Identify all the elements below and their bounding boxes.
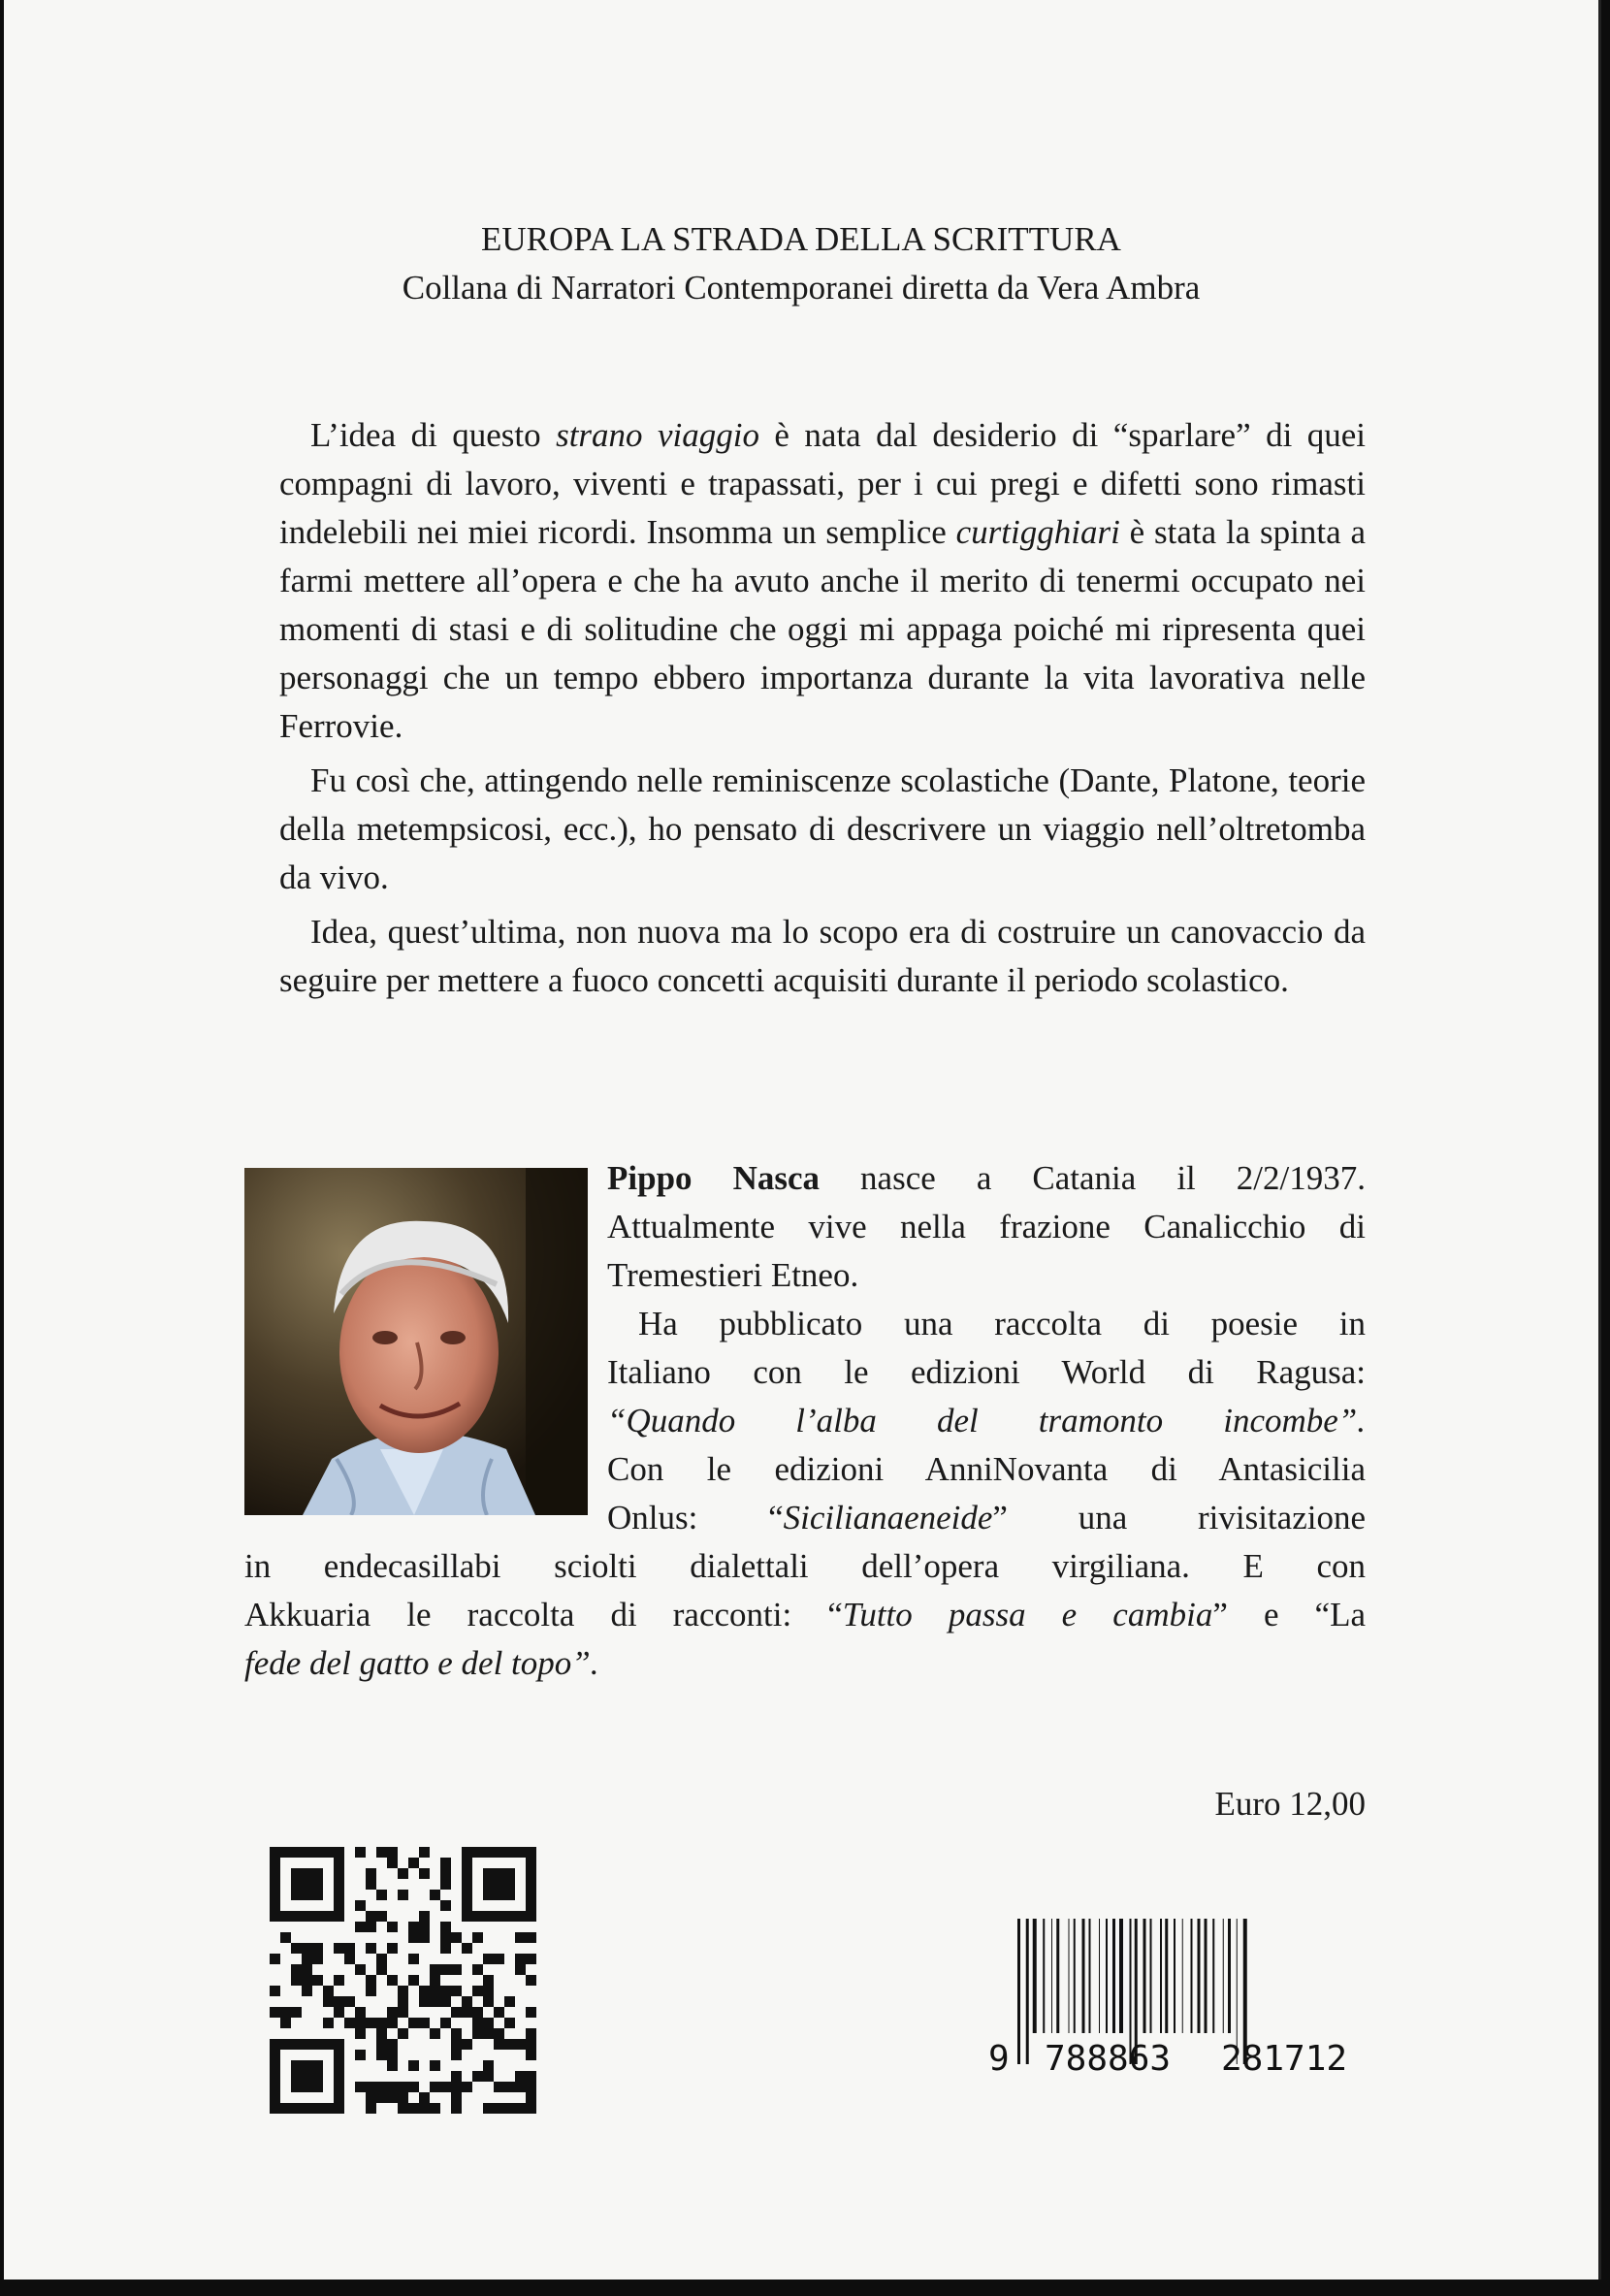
barcode-bar <box>1165 1919 1168 2033</box>
barcode-bar <box>1150 1919 1152 2033</box>
series-header <box>4 215 1598 312</box>
bio-line <box>607 1154 1366 1203</box>
barcode-bar <box>1160 1919 1162 2033</box>
barcode-bar <box>1089 1919 1091 2033</box>
barcode-bar <box>1026 1919 1029 2064</box>
blurb-text <box>279 411 1366 1011</box>
bio-line: Tremestieri Etneo. <box>607 1256 859 1294</box>
blurb-text-run: è stata la spinta a farmi mettere all’opera e che ha avuto anche il merito di tenermi occupato nei momenti di stasi e di solitudine che oggi mi appaga poiché mi ripresenta quei personaggi che un tempo ebbero importanza durante la vita lavorativa nelle Ferrovie. <box>279 513 1366 745</box>
barcode-bar <box>1033 1919 1037 2033</box>
barcode-digit-prefix: 9 <box>988 2039 1010 2074</box>
barcode-bar <box>1082 1919 1085 2033</box>
bio-italic-run: fede del gatto e del topo”. <box>244 1644 599 1682</box>
author-bio <box>244 1154 1366 1688</box>
barcode-bar <box>1074 1919 1076 2033</box>
bio-line: in endecasillabi sciolti dialettali dell’opera virgiliana. E con <box>244 1547 1366 1585</box>
series-title: EUROPA LA STRADA DELLA SCRITTURA <box>481 220 1121 258</box>
bio-line: Attualmente vive nella frazione Canalicchio di <box>607 1208 1366 1245</box>
bio-line <box>607 1494 1366 1542</box>
barcode-bar <box>1143 1919 1146 2033</box>
barcode-bar <box>1212 1919 1214 2033</box>
book-back-cover <box>4 0 1601 2280</box>
bio-italic-run: Sicilianaeneide <box>783 1499 993 1536</box>
isbn-barcode <box>988 1919 1374 2074</box>
bio-italic-run: Tutto passa e cambia <box>842 1596 1213 1633</box>
blurb-text-run: è nata dal desiderio di “sparlare” di quei compagni di lavoro, viventi e trapassati, per i cui pregi e difetti sono rimasti indelebili nei miei ricordi. Insomma un semplice <box>279 416 1367 551</box>
blurb-paragraph: Fu così che, attingendo nelle reminiscenze scolastiche (Dante, Platone, teorie della metempsicosi, ecc.), ho pensato di descrivere un viaggio nell’oltretomba da vivo. <box>279 761 1366 896</box>
barcode-bar <box>1112 1919 1115 2033</box>
blurb-text-run: L’idea di questo <box>310 416 557 454</box>
bio-text-run: nasce a Catania il 2/2/1937. <box>820 1159 1367 1197</box>
bio-line: Con le edizioni AnniNovanta di Antasicilia <box>607 1450 1366 1488</box>
barcode-bar <box>1099 1919 1100 2033</box>
barcode-bar <box>1182 1919 1183 2033</box>
bio-line: Ha pubblicato una raccolta di poesie in <box>638 1305 1366 1342</box>
barcode-bar <box>1069 1919 1070 2033</box>
bio-line: Italiano con le edizioni World di Ragusa: <box>607 1353 1366 1391</box>
blurb-paragraph <box>279 411 1366 751</box>
series-subtitle: Collana di Narratori Contemporanei diretta da Vera Ambra <box>402 269 1201 307</box>
barcode-bar <box>1223 1919 1224 2033</box>
bio-line <box>607 1397 1366 1445</box>
blurb-italic-run: curtigghiari <box>955 513 1120 551</box>
barcode-bar <box>1056 1919 1059 2033</box>
author-name: Pippo Nasca <box>607 1159 821 1197</box>
qr-code <box>266 1843 539 2121</box>
bio-text-run: Akkuaria le raccolta di racconti: “ <box>244 1596 843 1633</box>
bio-text-run: Onlus: “ <box>607 1499 784 1536</box>
bio-line <box>244 1639 1366 1688</box>
price-label: Euro 12,00 <box>1214 1785 1366 1823</box>
barcode-bar <box>1174 1919 1175 2033</box>
barcode-bar <box>1198 1919 1201 2033</box>
blurb-italic-run: strano viaggio <box>556 416 759 454</box>
bio-text-run: ” e “La <box>1212 1596 1366 1633</box>
barcode-bar <box>1205 1919 1208 2033</box>
barcode-digits-right: 281712 <box>1221 2039 1348 2074</box>
bio-line <box>244 1591 1366 1639</box>
bio-italic-run: “Quando l’alba del tramonto incombe”. <box>607 1402 1366 1439</box>
barcode-bar <box>1017 1919 1020 2064</box>
barcode-bar <box>1051 1919 1052 2033</box>
barcode-bar <box>1191 1919 1193 2033</box>
barcode-bar <box>1106 1919 1108 2033</box>
barcode-bar <box>1119 1919 1123 2033</box>
barcode-bar <box>1228 1919 1231 2033</box>
blurb-paragraph: Idea, quest’ultima, non nuova ma lo scopo era di costruire un canovaccio da seguire per mettere a fuoco concetti acquisiti durante il periodo scolastico. <box>279 913 1366 999</box>
bio-text-run: ” una rivisitazione <box>992 1499 1366 1536</box>
barcode-bar <box>1043 1919 1045 2033</box>
barcode-digits-left: 788863 <box>1045 2039 1172 2074</box>
